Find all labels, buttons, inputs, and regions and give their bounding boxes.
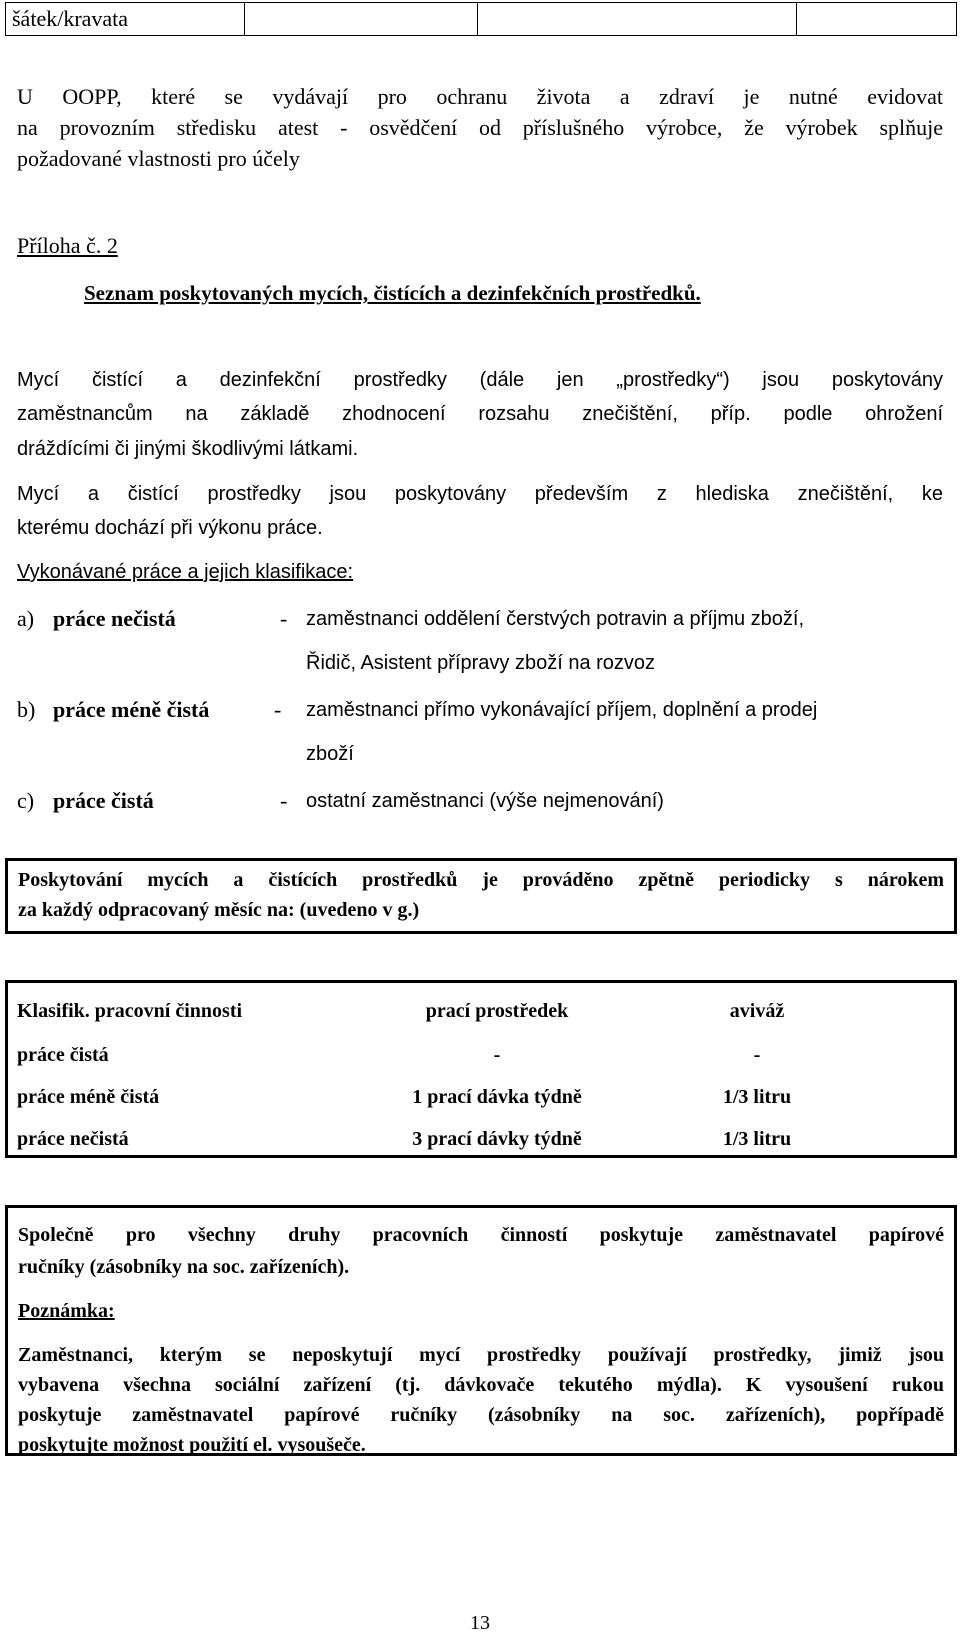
class-item-a-name: práce nečistá [53,606,176,631]
class-item-c-name: práce čistá [53,788,154,813]
page-number: 13 [470,1612,490,1634]
class-item-a-desc-2: Řidič, Asistent přípravy zboží na rozvoz [306,652,656,674]
table-cell-softener: 1/3 litru [722,1086,792,1108]
top-cell-4 [797,3,957,36]
table-header-activity: Klasifik. pracovní činnosti [17,1000,243,1022]
top-cell-1: šátek/kravata [6,3,245,36]
box1-line-2: za každý odpracovaný měsíc na: (uvedeno v g.) [18,899,420,921]
note-label: Poznámka: [18,1300,115,1322]
table-cell-activity: práce méně čistá [17,1086,160,1108]
table-cell-detergent: - [493,1044,501,1066]
para2-line-2: kterému dochází při výkonu práce. [17,517,323,539]
class-item-c-desc-1: ostatní zaměstnanci (výše nejmenování) [306,790,664,812]
class-item-a-dash: - [280,606,288,631]
note-line-4: poskytujte možnost použití el. vysoušeče. [18,1434,366,1456]
table-cell-softener: - [753,1044,761,1066]
class-item-b-letter: b) [17,697,36,722]
para1-line-2: zaměstnancům na základě zhodnocení rozsahu znečištění, příp. podle ohrožení [17,403,943,425]
table-cell-activity: práce nečistá [17,1128,129,1150]
table-cell-softener: 1/3 litru [722,1128,792,1150]
class-item-a-letter: a) [17,606,35,631]
classification-heading: Vykonávané práce a jejich klasifikace: [17,561,354,583]
box-periodic-provision [5,858,957,934]
top-table-row [5,2,957,36]
top-cell-2 [245,3,478,36]
appendix-label: Příloha č. 2 [17,233,118,258]
note-line-2: vybavena všechna sociální zařízení (tj. dávkovače tekutého mýdla). K vysoušení rukou [18,1374,944,1396]
box-paper-towels-note [5,1205,957,1456]
top-cell-3 [478,3,797,36]
appendix-title: Seznam poskytovaných mycích, čistících a dezinfekčních prostředků. [84,281,701,305]
table-header-softener: aviváž [729,1000,785,1022]
para1-line-3: dráždícími či jinými škodlivými látkami. [17,438,359,460]
class-item-b-dash: - [274,697,282,722]
table-header-row [17,1000,937,1030]
class-item-c-dash: - [280,788,288,813]
intro-line-1: U OOPP, které se vydávají pro ochranu života a zdraví je nutné evidovat [17,84,943,109]
table-cell-detergent: 1 prací dávka týdně [412,1086,582,1108]
note-line-1: Zaměstnanci, kterým se neposkytují mycí prostředky používají prostředky, jimiž jsou [18,1344,944,1366]
table-cell-detergent: 3 prací dávky týdně [412,1128,582,1150]
class-item-b-desc-1: zaměstnanci přímo vykonávající příjem, doplnění a prodej [306,699,818,721]
table-header-detergent: prací prostředek [425,1000,569,1022]
table-row [17,1044,937,1074]
class-item-a-desc-1: zaměstnanci oddělení čerstvých potravin a příjmu zboží, [306,608,805,630]
box3-line-2: ručníky (zásobníky na soc. zařízeních). [18,1256,350,1278]
table-cell-activity: práce čistá [17,1044,109,1066]
intro-line-3: požadované vlastnosti pro účely [17,146,300,171]
box3-line-1: Společně pro všechny druhy pracovních činností poskytuje zaměstnavatel papírové [18,1224,944,1246]
class-item-b-desc-2: zboží [306,743,354,765]
para2-line-1: Mycí a čistící prostředky jsou poskytovány především z hlediska znečištění, ke [17,483,943,505]
class-item-c-letter: c) [17,788,35,813]
class-item-b-name: práce méně čistá [53,697,210,722]
intro-line-2: na provozním středisku atest - osvědčení od příslušného výrobce, že výrobek splňuje [17,115,943,140]
para1-line-1: Mycí čistící a dezinfekční prostředky (dále jen „prostředky“) jsou poskytovány [17,369,943,391]
note-line-3: poskytuje zaměstnavatel papírové ručníky (zásobníky na soc. zařízeních), popřípadě [18,1404,944,1426]
box1-line-1: Poskytování mycích a čistících prostředků je prováděno zpětně periodicky s nárokem [18,869,944,891]
table-row [17,1128,937,1158]
table-row [17,1086,937,1116]
